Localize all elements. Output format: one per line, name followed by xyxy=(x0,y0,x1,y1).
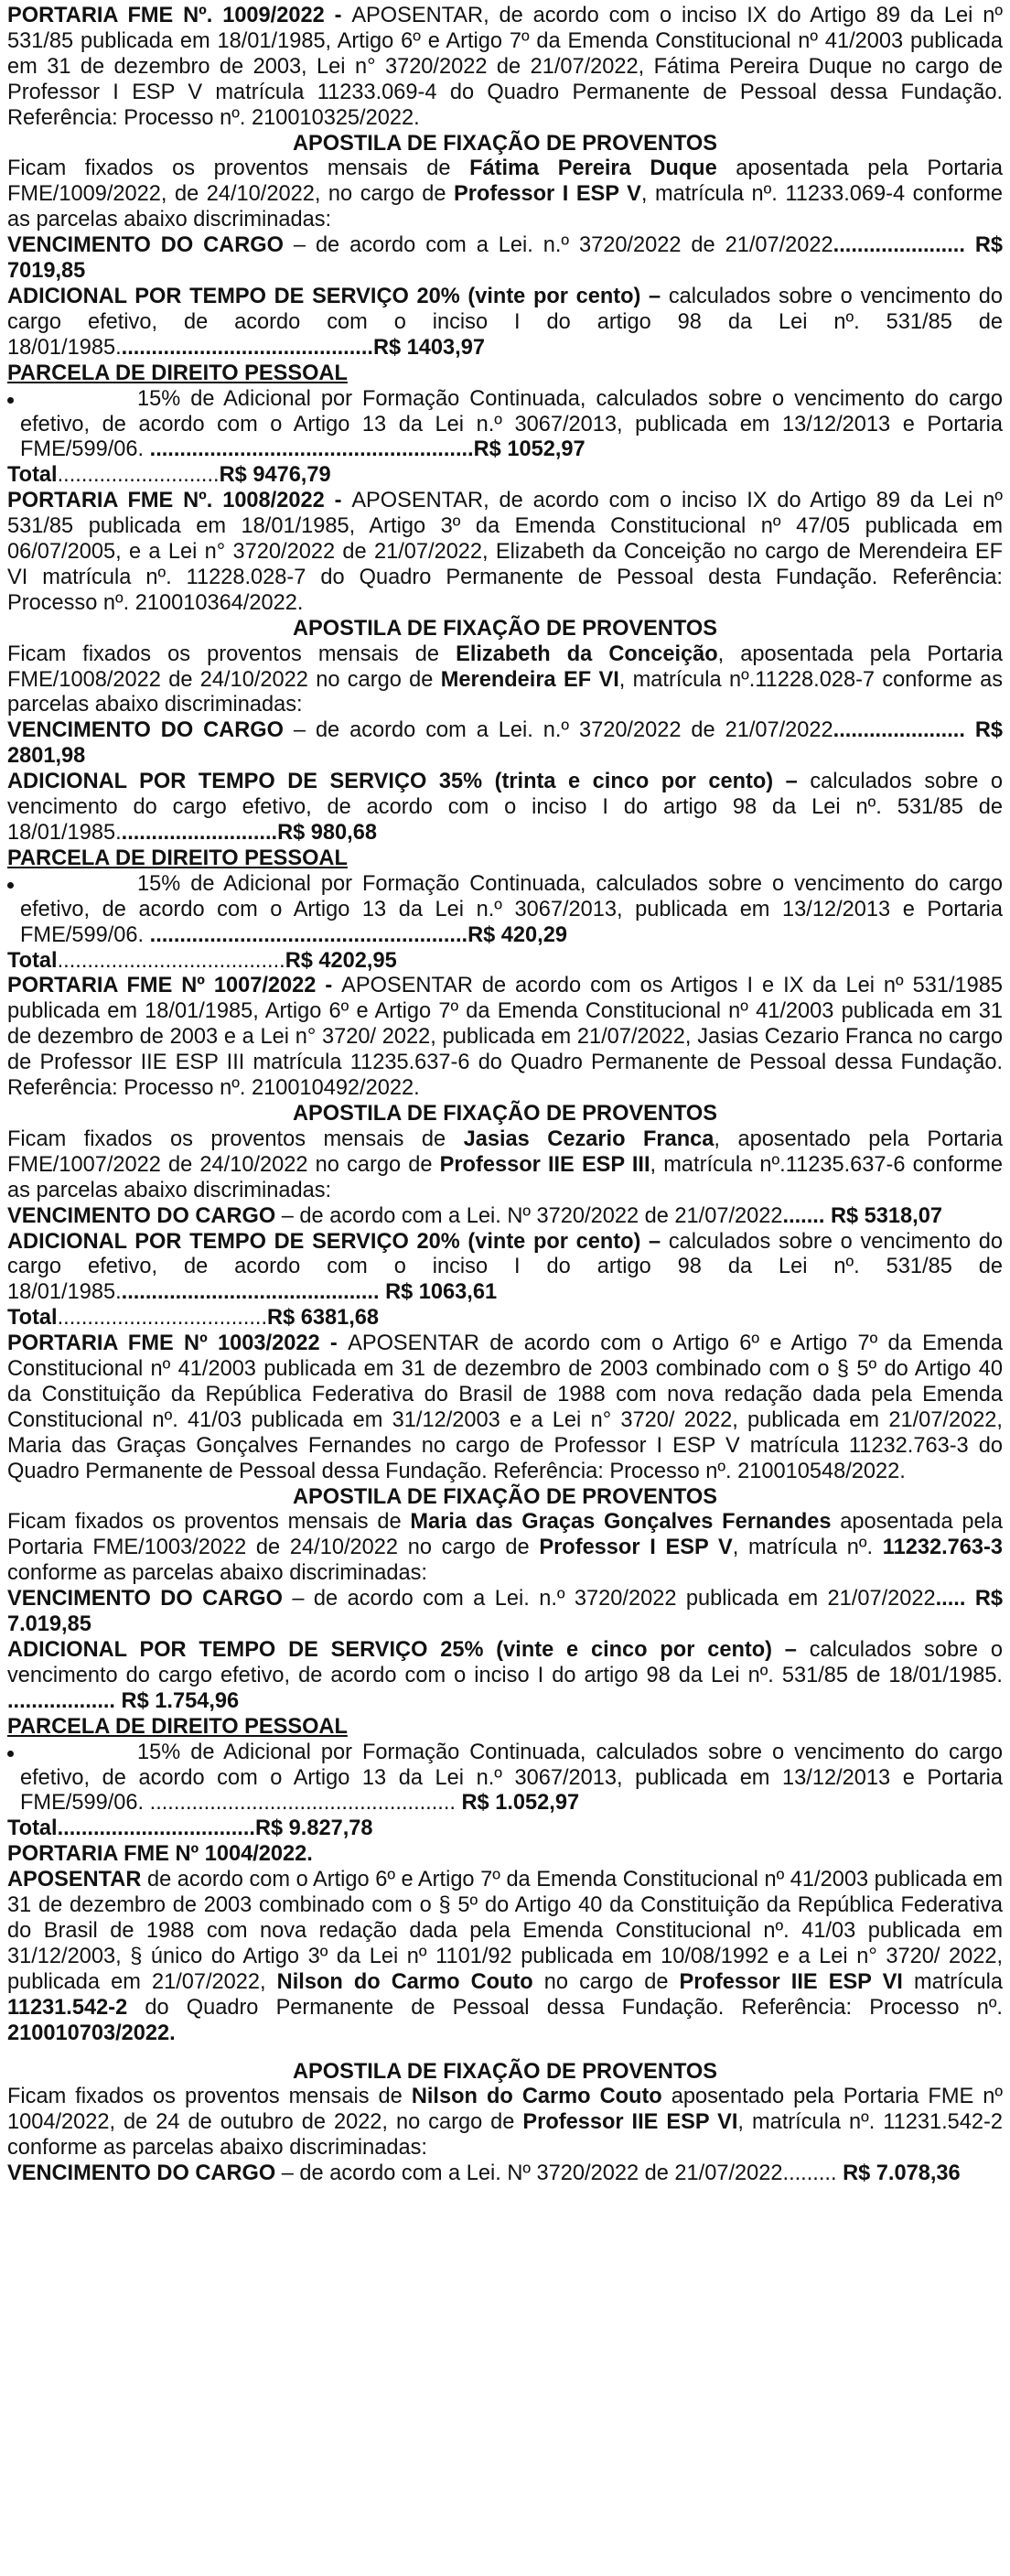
parcela-item: 15% de Adicional por Formação Continuada, calculados sobre o vencimento do cargo efetivo, de acordo com o Artigo 13 da Lei n.º 3067/2013, publicada em 13/12/2013 e Portaria FME/599/06. ......................................................R$ 1052,97 xyxy=(7,387,1003,464)
apostila-title: APOSTILA DE FIXAÇÃO DE PROVENTOS xyxy=(292,2059,718,2084)
beneficiary-name: Fátima Pereira Duque xyxy=(469,156,717,181)
vencimento-line: VENCIMENTO DO CARGO – de acordo com a Lei. n.º 3720/2022 de 21/07/2022...................... R$ 2801,98 xyxy=(7,718,1003,769)
portaria-1004-heading: PORTARIA FME Nº 1004/2022. xyxy=(7,1842,313,1867)
beneficiary-name: Nilson do Carmo Couto xyxy=(411,2085,662,2109)
vencimento-value: R$ 5318,07 xyxy=(824,1203,942,1228)
portaria-heading: PORTARIA FME Nº 1003/2022 - xyxy=(7,1331,349,1356)
bullet-icon xyxy=(7,882,20,889)
apostila-paragraph: Ficam fixados os proventos mensais de Jasias Cezario Franca, aposentado pela Portaria FME/1007/2022 de 24/10/2022 no cargo de Professor IIE ESP III, matrícula nº.11235.637-6 conforme as parcelas abaixo discriminadas: xyxy=(7,1126,1003,1202)
portaria-heading: PORTARIA FME Nº. 1008/2022 - xyxy=(7,489,352,513)
beneficiary-role: Professor IIE ESP VI xyxy=(522,2110,738,2135)
portaria-text: APOSENTAR, de acordo com o inciso IX do Artigo 89 da Lei nº 531/85 publicada em 18/01/1985, Artigo 6º e Artigo 7º da Emenda Constitucional nº 41/2003 publicada em 31 de dezembro de 2003, Lei n° 3720/2022 de 21/07/2022, Fátima Pereira Duque no cargo de Professor I ESP V matrícula 11233.069-4 do Quadro Permanente de Pessoal dessa Fundação. Referência: Processo nº. 210010325/2022. xyxy=(7,4,1003,130)
adicional-line: ADICIONAL POR TEMPO DE SERVIÇO 20% (vinte por cento) – calculados sobre o vencimento do cargo efetivo, de acordo com o inciso I do artigo 98 da Lei nº. 531/85 de 18/01/1985...........................................R$ 1403,97 xyxy=(7,284,1003,360)
beneficiary-name: Elizabeth da Conceição xyxy=(456,641,718,666)
beneficiary-role: Merendeira EF VI xyxy=(440,667,619,692)
vencimento-line: VENCIMENTO DO CARGO – de acordo com a Lei. n.º 3720/2022 publicada em 21/07/2022..... R$ 7.019,85 xyxy=(7,1587,1003,1637)
total-value: R$ 4202,95 xyxy=(285,948,397,973)
apostila-title: APOSTILA DE FIXAÇÃO DE PROVENTOS xyxy=(292,1484,718,1509)
parcela-heading: PARCELA DE DIREITO PESSOAL xyxy=(7,1714,348,1739)
total-value: R$ 9476,79 xyxy=(219,463,331,488)
beneficiary-matricula: 11231.542-2 xyxy=(7,1995,128,2020)
portaria-1003 xyxy=(7,1331,1003,1484)
beneficiary-matricula: 11232.763-3 xyxy=(882,1536,1004,1560)
apostila-paragraph: Ficam fixados os proventos mensais de Maria das Graças Gonçalves Fernandes aposentada pela Portaria FME/1003/2022 de 24/10/2022 no cargo de Professor I ESP V, matrícula nº. 11232.763-3 conforme as parcelas abaixo discriminadas: xyxy=(7,1510,1004,1586)
vencimento-value: R$ 7019,85 xyxy=(7,233,1003,284)
vencimento-line: VENCIMENTO DO CARGO – de acordo com a Lei. Nº 3720/2022 de 21/07/2022....... R$ 5318,07 xyxy=(7,1203,942,1228)
bullet-icon xyxy=(7,397,20,404)
parcela-value: R$ 1.052,97 xyxy=(455,1791,580,1816)
beneficiary-name: Maria das Graças Gonçalves Fernandes xyxy=(410,1510,832,1535)
parcela-value: R$ 1052,97 xyxy=(473,437,586,462)
vencimento-line: VENCIMENTO DO CARGO – de acordo com a Lei. Nº 3720/2022 de 21/07/2022......... R$ 7.078,36 xyxy=(7,2161,961,2186)
parcela-item: 15% de Adicional por Formação Continuada, calculados sobre o vencimento do cargo efetivo, de acordo com o Artigo 13 da Lei n.º 3067/2013, publicada em 13/12/2013 e Portaria FME/599/06. ................................................... R$ 1.052,97 xyxy=(7,1741,1003,1817)
vencimento-value: R$ 7.078,36 xyxy=(836,2161,961,2186)
portaria-heading: PORTARIA FME Nº. 1009/2022 - xyxy=(7,4,352,27)
beneficiary-role: Professor I ESP V xyxy=(454,182,641,207)
beneficiary-role: Professor I ESP V xyxy=(539,1536,733,1560)
beneficiary-name: Nilson do Carmo Couto xyxy=(276,1969,533,1994)
vencimento-value: R$ 7.019,85 xyxy=(7,1587,1003,1637)
adicional-value: R$ 1.754,96 xyxy=(115,1688,240,1713)
adicional-value: R$ 980,68 xyxy=(277,821,377,845)
portaria-text: APOSENTAR, de acordo com o inciso IX do Artigo 89 da Lei nº 531/85 publicada em 18/01/1985, Artigo 3º da Emenda Constitucional nº 47/05 publicada em 06/07/2005, e a Lei n° 3720/2022 de 21/07/2022, Elizabeth da Conceição no cargo de Merendeira EF VI matrícula nº. 11228.028-7 do Quadro Permanente de Pessoal desta Fundação. Referência: Processo nº. 210010364/2022. xyxy=(7,489,1003,615)
beneficiary-name: Jasias Cezario Franca xyxy=(463,1126,715,1151)
adicional-line: ADICIONAL POR TEMPO DE SERVIÇO 20% (vinte por cento) – calculados sobre o vencimento do cargo efetivo, de acordo com o inciso I do artigo 98 da Lei nº. 531/85 de 18/01/1985............................................ R$ 1063,61 xyxy=(7,1229,1003,1305)
parcela-heading: PARCELA DE DIREITO PESSOAL xyxy=(7,846,348,870)
portaria-text: APOSENTAR de acordo com o Artigo 6º e Artigo 7º da Emenda Constitucional nº 41/2003 publicada em 31 de dezembro de 2003 combinado com o § 5º do Artigo 40 da Constituição da República Federativa do Brasil de 1988 com nova redação dada pela Emenda Constitucional nº. 41/03 publicada em 31/12/2003 e a Lei n° 3720/ 2022, publicada em 21/07/2022, Maria das Graças Gonçalves Fernandes no cargo de Professor I ESP V matrícula 11232.763-3 do Quadro Permanente de Pessoal dessa Fundação. Referência: Processo nº. 210010548/2022. xyxy=(7,1331,1004,1483)
portaria-1004: APOSENTAR de acordo com o Artigo 6º e Artigo 7º da Emenda Constitucional nº 41/2003 publicada em 31 de dezembro de 2003 combinado com o § 5º do Artigo 40 da Constituição da República Federativa do Brasil de 1988 com nova redação dada pela Emenda Constitucional nº. 41/03 publicada em 31/12/2003, § único do Artigo 3º da Lei nº 1101/92 publicada em 10/08/1992 e a Lei n° 3720/ 2022, publicada em 21/07/2022, Nilson do Carmo Couto no cargo de Professor IIE ESP VI matrícula 11231.542-2 do Quadro Permanente de Pessoal dessa Fundação. Referência: Processo nº. 210010703/2022. xyxy=(7,1868,1003,2045)
total-line: Total...................................R$ 6381,68 xyxy=(7,1306,380,1331)
adicional-line: ADICIONAL POR TEMPO DE SERVIÇO 35% (trinta e cinco por cento) – calculados sobre o vencimento do cargo efetivo, de acordo com o inciso I do artigo 98 da Lei nº. 531/85 de 18/01/1985...........................R$ 980,68 xyxy=(7,770,1003,845)
beneficiary-role: Professor IIE ESP III xyxy=(439,1152,650,1177)
portaria-1008 xyxy=(7,489,1003,617)
portaria-text: APOSENTAR de acordo com os Artigos I e IX da Lei nº 531/1985 publicada em 18/01/1985, Artigo 6º e Artigo 7º da Emenda Constitucional nº 41/2003 publicada em 31 de dezembro de 2003 e a Lei n° 3720/ 2022, publicada em 21/07/2022, Jasias Cezario Franca no cargo de Professor IIE ESP III matrícula 11235.637-6 do Quadro Permanente de Pessoal dessa Fundação. Referência: Processo nº. 210010492/2022. xyxy=(7,974,1003,1101)
apostila-title: APOSTILA DE FIXAÇÃO DE PROVENTOS xyxy=(292,616,718,641)
total-value: R$ 9.827,78 xyxy=(254,1816,373,1841)
adicional-line: ADICIONAL POR TEMPO DE SERVIÇO 25% (vinte e cinco por cento) – calculados sobre o vencimento do cargo efetivo, de acordo com o inciso I do artigo 98 da Lei nº. 531/85 de 18/01/1985. .................. R$ 1.754,96 xyxy=(7,1638,1003,1713)
apostila-title: APOSTILA DE FIXAÇÃO DE PROVENTOS xyxy=(292,131,718,156)
adicional-value: R$ 1063,61 xyxy=(379,1280,498,1305)
total-line: Total.................................R$ 9.827,78 xyxy=(7,1816,373,1841)
apostila-title: APOSTILA DE FIXAÇÃO DE PROVENTOS xyxy=(292,1101,718,1126)
parcela-value: R$ 420,29 xyxy=(467,922,567,947)
total-value: R$ 6381,68 xyxy=(267,1306,380,1331)
total-line: Total...........................R$ 9476,79 xyxy=(7,463,331,488)
bullet-icon xyxy=(7,1751,20,1757)
apostila-paragraph: Ficam fixados os proventos mensais de Fátima Pereira Duque aposentada pela Portaria FME/1009/2022, de 24/10/2022, no cargo de Professor I ESP V, matrícula nº. 11233.069-4 conforme as parcelas abaixo discriminadas: xyxy=(7,156,1003,232)
beneficiary-role: Professor IIE ESP VI xyxy=(679,1969,903,1994)
process-number: 210010703/2022. xyxy=(7,2021,176,2045)
vencimento-value: R$ 2801,98 xyxy=(7,718,1003,769)
parcela-item: 15% de Adicional por Formação Continuada, calculados sobre o vencimento do cargo efetivo, de acordo com o Artigo 13 da Lei n.º 3067/2013, publicada em 13/12/2013 e Portaria FME/599/06. .....................................................R$ 420,29 xyxy=(7,872,1003,949)
portaria-1007 xyxy=(7,974,1003,1102)
total-line: Total......................................R$ 4202,95 xyxy=(7,948,397,973)
adicional-value: R$ 1403,97 xyxy=(372,335,485,360)
apostila-paragraph: Ficam fixados os proventos mensais de Elizabeth da Conceição, aposentada pela Portaria FME/1008/2022 de 24/10/2022 no cargo de Merendeira EF VI, matrícula nº.11228.028-7 conforme as parcelas abaixo discriminadas: xyxy=(7,641,1003,717)
vencimento-line: VENCIMENTO DO CARGO – de acordo com a Lei. n.º 3720/2022 de 21/07/2022...................... R$ 7019,85 xyxy=(7,233,1003,284)
parcela-heading: PARCELA DE DIREITO PESSOAL xyxy=(7,361,348,385)
portaria-1009 xyxy=(7,4,1003,132)
apostila-paragraph: Ficam fixados os proventos mensais de Nilson do Carmo Couto aposentado pela Portaria FME nº 1004/2022, de 24 de outubro de 2022, no cargo de Professor IIE ESP VI, matrícula nº. 11231.542-2 conforme as parcelas abaixo discriminadas: xyxy=(7,2085,1003,2161)
portaria-heading: PORTARIA FME Nº 1007/2022 - xyxy=(7,974,342,998)
